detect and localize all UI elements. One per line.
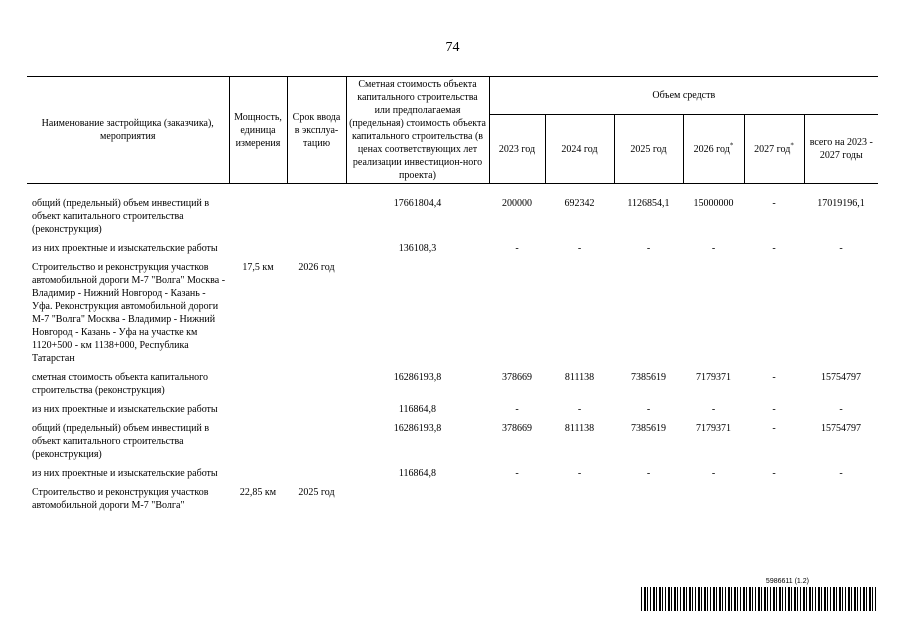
header-cost: Сметная стоимость объекта капитального строительства или предполагаемая (предельная) стоимость объекта капитального строительства (в ценах соответствующих лет реализации инвестицион-ного проекта) <box>346 77 489 184</box>
cell-term <box>287 403 346 422</box>
cell-y2025: 7385619 <box>631 423 666 434</box>
header-total: всего на 2023 - 2027 годы <box>804 115 878 184</box>
cell-y2025: - <box>646 404 651 415</box>
barcode-block <box>641 578 877 612</box>
cell-capacity <box>229 197 287 242</box>
table-row <box>27 261 878 371</box>
cell-y2023: - <box>515 243 519 254</box>
footnote-mark: * <box>790 141 794 150</box>
cell-y2024: 811138 <box>564 423 595 434</box>
cell-y2025 <box>614 261 683 371</box>
cell-total: - <box>839 243 843 254</box>
cell-total <box>804 261 878 371</box>
cell-y2024: - <box>577 243 582 254</box>
cell-cost: 116864,8 <box>398 468 437 479</box>
cell-name: из них проектные и изыскательские работы <box>32 468 218 479</box>
cell-y2023: - <box>515 404 519 415</box>
header-2026 <box>683 115 744 184</box>
cell-name: общий (предельный) объем инвестиций в объект капитального строительства (реконструкция) <box>32 198 210 235</box>
table-row <box>27 371 878 403</box>
cell-term: 2026 год <box>298 262 335 273</box>
footnote-mark: * <box>729 141 734 150</box>
cell-y2026 <box>683 261 744 371</box>
cell-y2027: - <box>772 423 776 434</box>
cell-cost: 116864,8 <box>398 404 437 415</box>
cell-y2026: - <box>711 468 716 479</box>
cell-total: - <box>839 404 843 415</box>
cell-y2025: 7385619 <box>631 372 666 383</box>
cell-name: Строительство и реконструкция участков автомобильной дороги М-7 "Волга" Москва - Владимир - Нижний Новгород - Казань - Уфа. Реконструкция автомобильной дороги М-7 "Волга" Москва - Владимир - Нижний Новгород - Казань - Уфа на участке км 1120+500 - км 1138+000, Республика Татарстан <box>32 262 226 364</box>
barcode-label: 5986611 (1.2) <box>765 578 809 585</box>
cell-capacity <box>229 403 287 422</box>
header-2027-label: 2027 год <box>754 143 791 155</box>
cell-y2023: 200000 <box>502 198 532 209</box>
cell-y2023: - <box>515 468 519 479</box>
cell-y2027 <box>744 486 804 518</box>
header-2025: 2025 год <box>614 115 683 184</box>
cell-cost <box>346 261 489 371</box>
cell-y2024 <box>545 486 614 518</box>
table-row <box>27 403 878 422</box>
header-2027 <box>744 115 804 184</box>
header-2023: 2023 год <box>489 115 545 184</box>
cell-total <box>804 486 878 518</box>
table-row <box>27 197 878 242</box>
header-2024: 2024 год <box>545 115 614 184</box>
table-row <box>27 242 878 261</box>
cell-y2025: - <box>646 468 651 479</box>
cell-cost: 16286193,8 <box>393 423 442 434</box>
cell-total: - <box>839 468 843 479</box>
cell-term: 2025 год <box>298 487 335 498</box>
cell-y2027: - <box>772 372 776 383</box>
cell-name: сметная стоимость объекта капитального строительства (реконструкция) <box>32 372 209 396</box>
cell-term <box>287 242 346 261</box>
header-capacity: Мощность, единица измерения <box>229 77 287 184</box>
cell-capacity <box>229 467 287 486</box>
header-funds-group: Объем средств <box>489 77 878 115</box>
header-commission: Срок ввода в эксплуа-тацию <box>287 77 346 184</box>
cell-y2025: - <box>646 243 651 254</box>
cell-y2025: 1126854,1 <box>627 198 670 209</box>
cell-cost <box>346 486 489 518</box>
cell-y2023: 378669 <box>502 372 532 383</box>
cell-y2026: 7179371 <box>696 372 731 383</box>
cell-y2026: - <box>711 404 716 415</box>
cell-y2027: - <box>772 198 776 209</box>
cell-y2024: 811138 <box>564 372 595 383</box>
cell-y2024 <box>545 261 614 371</box>
cell-y2024: 692342 <box>564 198 595 209</box>
cell-capacity <box>229 371 287 403</box>
cell-y2026: 15000000 <box>693 198 734 209</box>
cell-y2026: 7179371 <box>696 423 731 434</box>
cell-name: из них проектные и изыскательские работы <box>32 243 218 254</box>
cell-term <box>287 422 346 467</box>
spacer-cell <box>27 184 878 198</box>
table-row <box>27 486 878 518</box>
cell-y2027 <box>744 261 804 371</box>
cell-y2027: - <box>772 243 776 254</box>
cell-cost: 17661804,4 <box>393 198 442 209</box>
table-header <box>27 77 878 184</box>
cell-cost: 16286193,8 <box>393 372 442 383</box>
cell-term <box>287 467 346 486</box>
cell-y2026 <box>683 486 744 518</box>
cell-y2023 <box>489 486 545 518</box>
cell-y2026: - <box>711 243 716 254</box>
cell-capacity <box>229 242 287 261</box>
cell-y2027: - <box>772 404 776 415</box>
table-row <box>27 467 878 486</box>
cell-y2024: - <box>577 468 582 479</box>
page-number: 74 <box>445 40 460 55</box>
cell-y2027: - <box>772 468 776 479</box>
cell-total: 15754797 <box>821 423 862 434</box>
cell-capacity: 17,5 км <box>242 262 274 273</box>
investment-table <box>27 76 878 518</box>
cell-term <box>287 197 346 242</box>
table-row <box>27 422 878 467</box>
table-body <box>27 184 878 519</box>
header-2026-label: 2026 год <box>693 143 730 155</box>
cell-y2025 <box>614 486 683 518</box>
cell-y2023: 378669 <box>502 423 532 434</box>
header-name: Наименование застройщика (заказчика), мероприятия <box>27 77 229 184</box>
cell-term <box>287 371 346 403</box>
cell-cost: 136108,3 <box>398 243 437 254</box>
cell-name: из них проектные и изыскательские работы <box>32 404 218 415</box>
cell-total: 17019196,1 <box>817 198 865 209</box>
cell-capacity: 22,85 км <box>239 487 277 498</box>
cell-name: общий (предельный) объем инвестиций в объект капитального строительства (реконструкция) <box>32 423 210 460</box>
cell-total: 15754797 <box>821 372 862 383</box>
spacer-row <box>27 184 878 198</box>
cell-y2024: - <box>577 404 582 415</box>
cell-capacity <box>229 422 287 467</box>
cell-name: Строительство и реконструкция участков автомобильной дороги М-7 "Волга" <box>32 487 209 511</box>
barcode-image <box>641 587 877 611</box>
cell-y2023 <box>489 261 545 371</box>
